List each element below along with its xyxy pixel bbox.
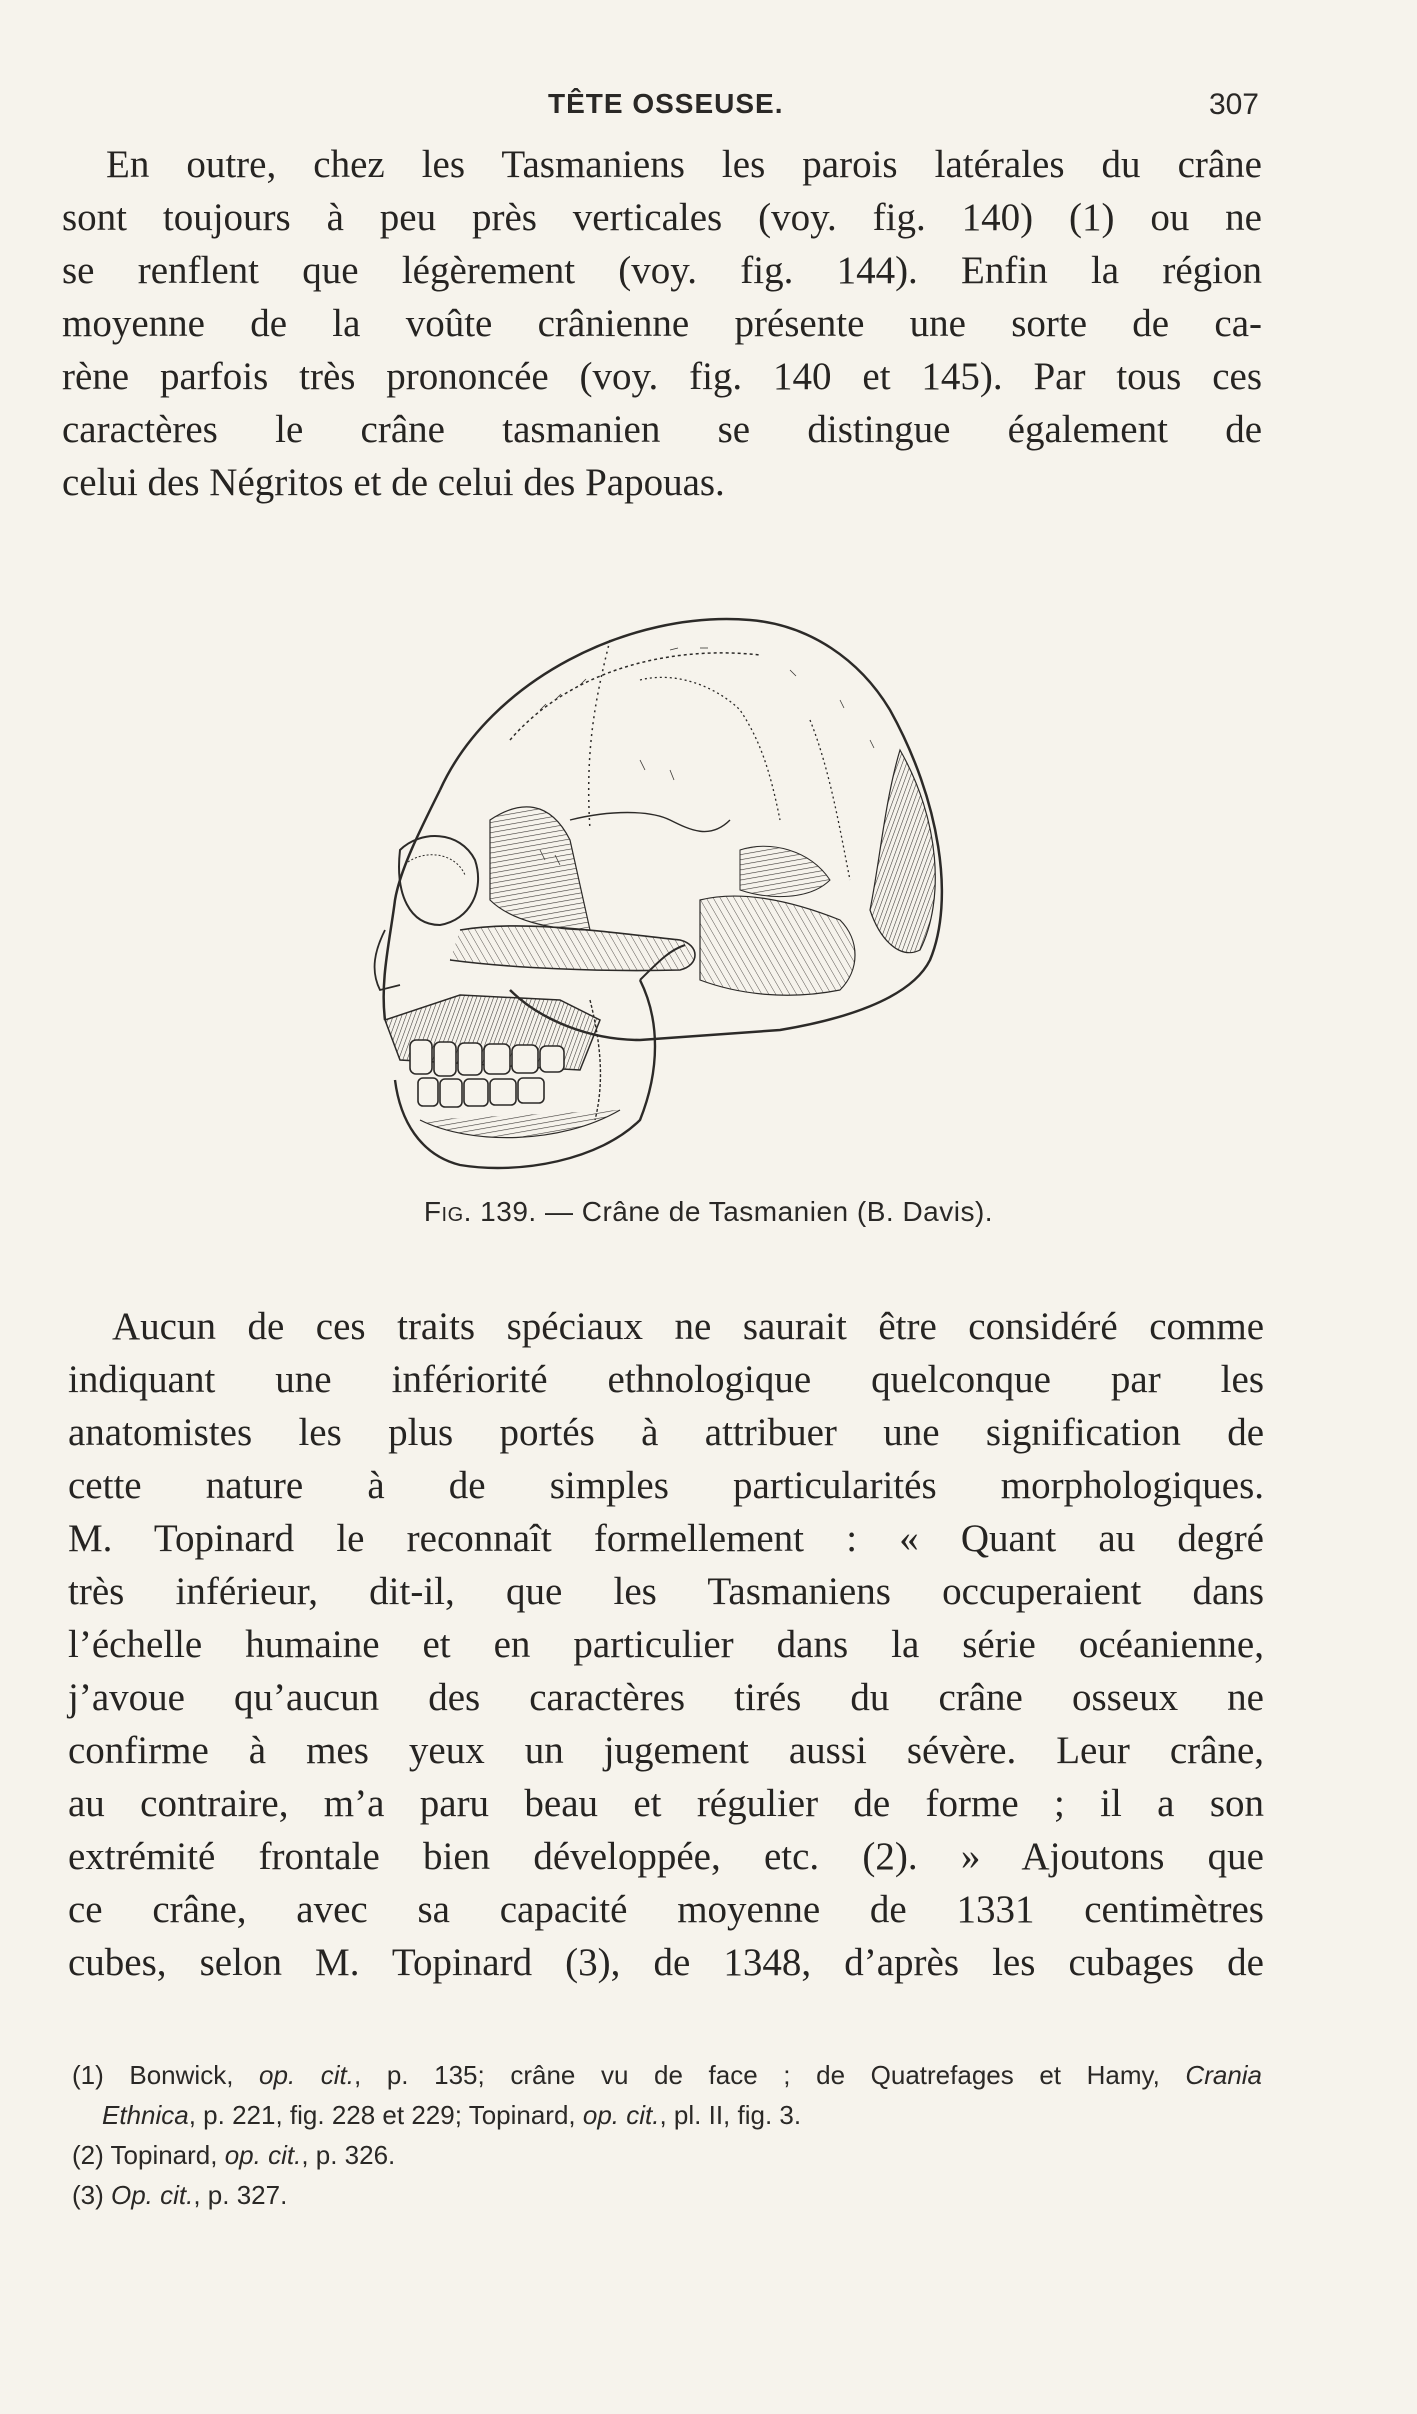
paragraph-line: anatomistes les plus portés à attribuer une signification de bbox=[68, 1411, 1264, 1454]
paragraph-line: au contraire, m’a paru beau et régulier de forme ; il a son bbox=[68, 1782, 1264, 1825]
paragraph-line: Aucun de ces traits spéciaux ne saurait être considéré comme bbox=[112, 1305, 1264, 1348]
paragraph-line: sont toujours à peu près verticales (voy. fig. 140) (1) ou ne bbox=[62, 196, 1262, 239]
paragraph-line: très inférieur, dit-il, que les Tasmaniens occuperaient dans bbox=[68, 1570, 1264, 1613]
footnote-text: (1) Bonwick, bbox=[72, 2060, 260, 2090]
footnote-text: (2) Topinard, bbox=[72, 2140, 225, 2170]
paragraph-line: moyenne de la voûte crânienne présente une sorte de ca- bbox=[62, 302, 1262, 345]
paragraph-line: celui des Négritos et de celui des Papouas. bbox=[62, 461, 725, 504]
skull-figure bbox=[340, 600, 980, 1180]
running-head bbox=[0, 88, 1417, 132]
footnote-text: (3) bbox=[72, 2180, 111, 2210]
footnote-italic: Ethnica bbox=[102, 2100, 189, 2130]
page-number: 307 bbox=[1208, 88, 1259, 121]
footnote-3 bbox=[72, 2175, 1262, 2215]
paragraph-line: indiquant une infériorité ethnologique quelconque par les bbox=[68, 1358, 1264, 1401]
paragraph-line: rène parfois très prononcée (voy. fig. 140 et 145). Par tous ces bbox=[62, 355, 1262, 398]
paragraph-line: M. Topinard le reconnaît formellement : « Quant au degré bbox=[68, 1517, 1264, 1560]
paragraph-line: extrémité frontale bien développée, etc. (2). » Ajoutons que bbox=[68, 1835, 1264, 1878]
footnote-text: , p. 221, fig. 228 et 229; Topinard, bbox=[188, 2100, 583, 2130]
paragraph-line: l’échelle humaine et en particulier dans la série océanienne, bbox=[68, 1623, 1264, 1666]
footnotes bbox=[72, 2055, 1262, 2215]
footnote-text: , p. 327. bbox=[193, 2180, 288, 2210]
footnote-italic: op. cit. bbox=[224, 2140, 302, 2170]
footnote-text: , p. 135; crâne vu de face ; de Quatrefages et Hamy, bbox=[354, 2060, 1186, 2090]
footnote-italic: Crania bbox=[1185, 2060, 1263, 2090]
paragraph-line: cette nature à de simples particularités morphologiques. bbox=[68, 1464, 1264, 1507]
paragraph-line: En outre, chez les Tasmaniens les parois latérales du crâne bbox=[106, 143, 1262, 186]
footnote-italic: Op. cit. bbox=[111, 2180, 194, 2210]
footnote-1 bbox=[72, 2055, 1262, 2095]
skull-engraving-illustration bbox=[340, 600, 980, 1180]
footnote-text: , pl. II, fig. 3. bbox=[659, 2100, 802, 2130]
footnote-2 bbox=[72, 2135, 1262, 2175]
footnote-italic: op. cit. bbox=[582, 2100, 660, 2130]
paragraph-line: cubes, selon M. Topinard (3), de 1348, d’après les cubages de bbox=[68, 1941, 1264, 1984]
figure-label: Fig. 139. bbox=[423, 1196, 537, 1227]
paragraph-line: j’avoue qu’aucun des caractères tirés du crâne osseux ne bbox=[68, 1676, 1264, 1719]
footnote-1-continued bbox=[72, 2095, 1262, 2135]
figure-caption-text: — Crâne de Tasmanien (B. Davis). bbox=[536, 1196, 994, 1227]
paragraph-line: caractères le crâne tasmanien se distingue également de bbox=[62, 408, 1262, 451]
paragraph-1 bbox=[62, 138, 1262, 509]
footnote-text: , p. 326. bbox=[301, 2140, 396, 2170]
paragraph-line: ce crâne, avec sa capacité moyenne de 1331 centimètres bbox=[68, 1888, 1264, 1931]
figure-caption bbox=[0, 1196, 1417, 1228]
running-title: TÊTE OSSEUSE. bbox=[548, 88, 784, 119]
paragraph-line: se renflent que légèrement (voy. fig. 144). Enfin la région bbox=[62, 249, 1262, 292]
paragraph-2 bbox=[68, 1300, 1264, 1989]
paragraph-line: confirme à mes yeux un jugement aussi sévère. Leur crâne, bbox=[68, 1729, 1264, 1772]
footnote-italic: op. cit. bbox=[259, 2060, 355, 2090]
